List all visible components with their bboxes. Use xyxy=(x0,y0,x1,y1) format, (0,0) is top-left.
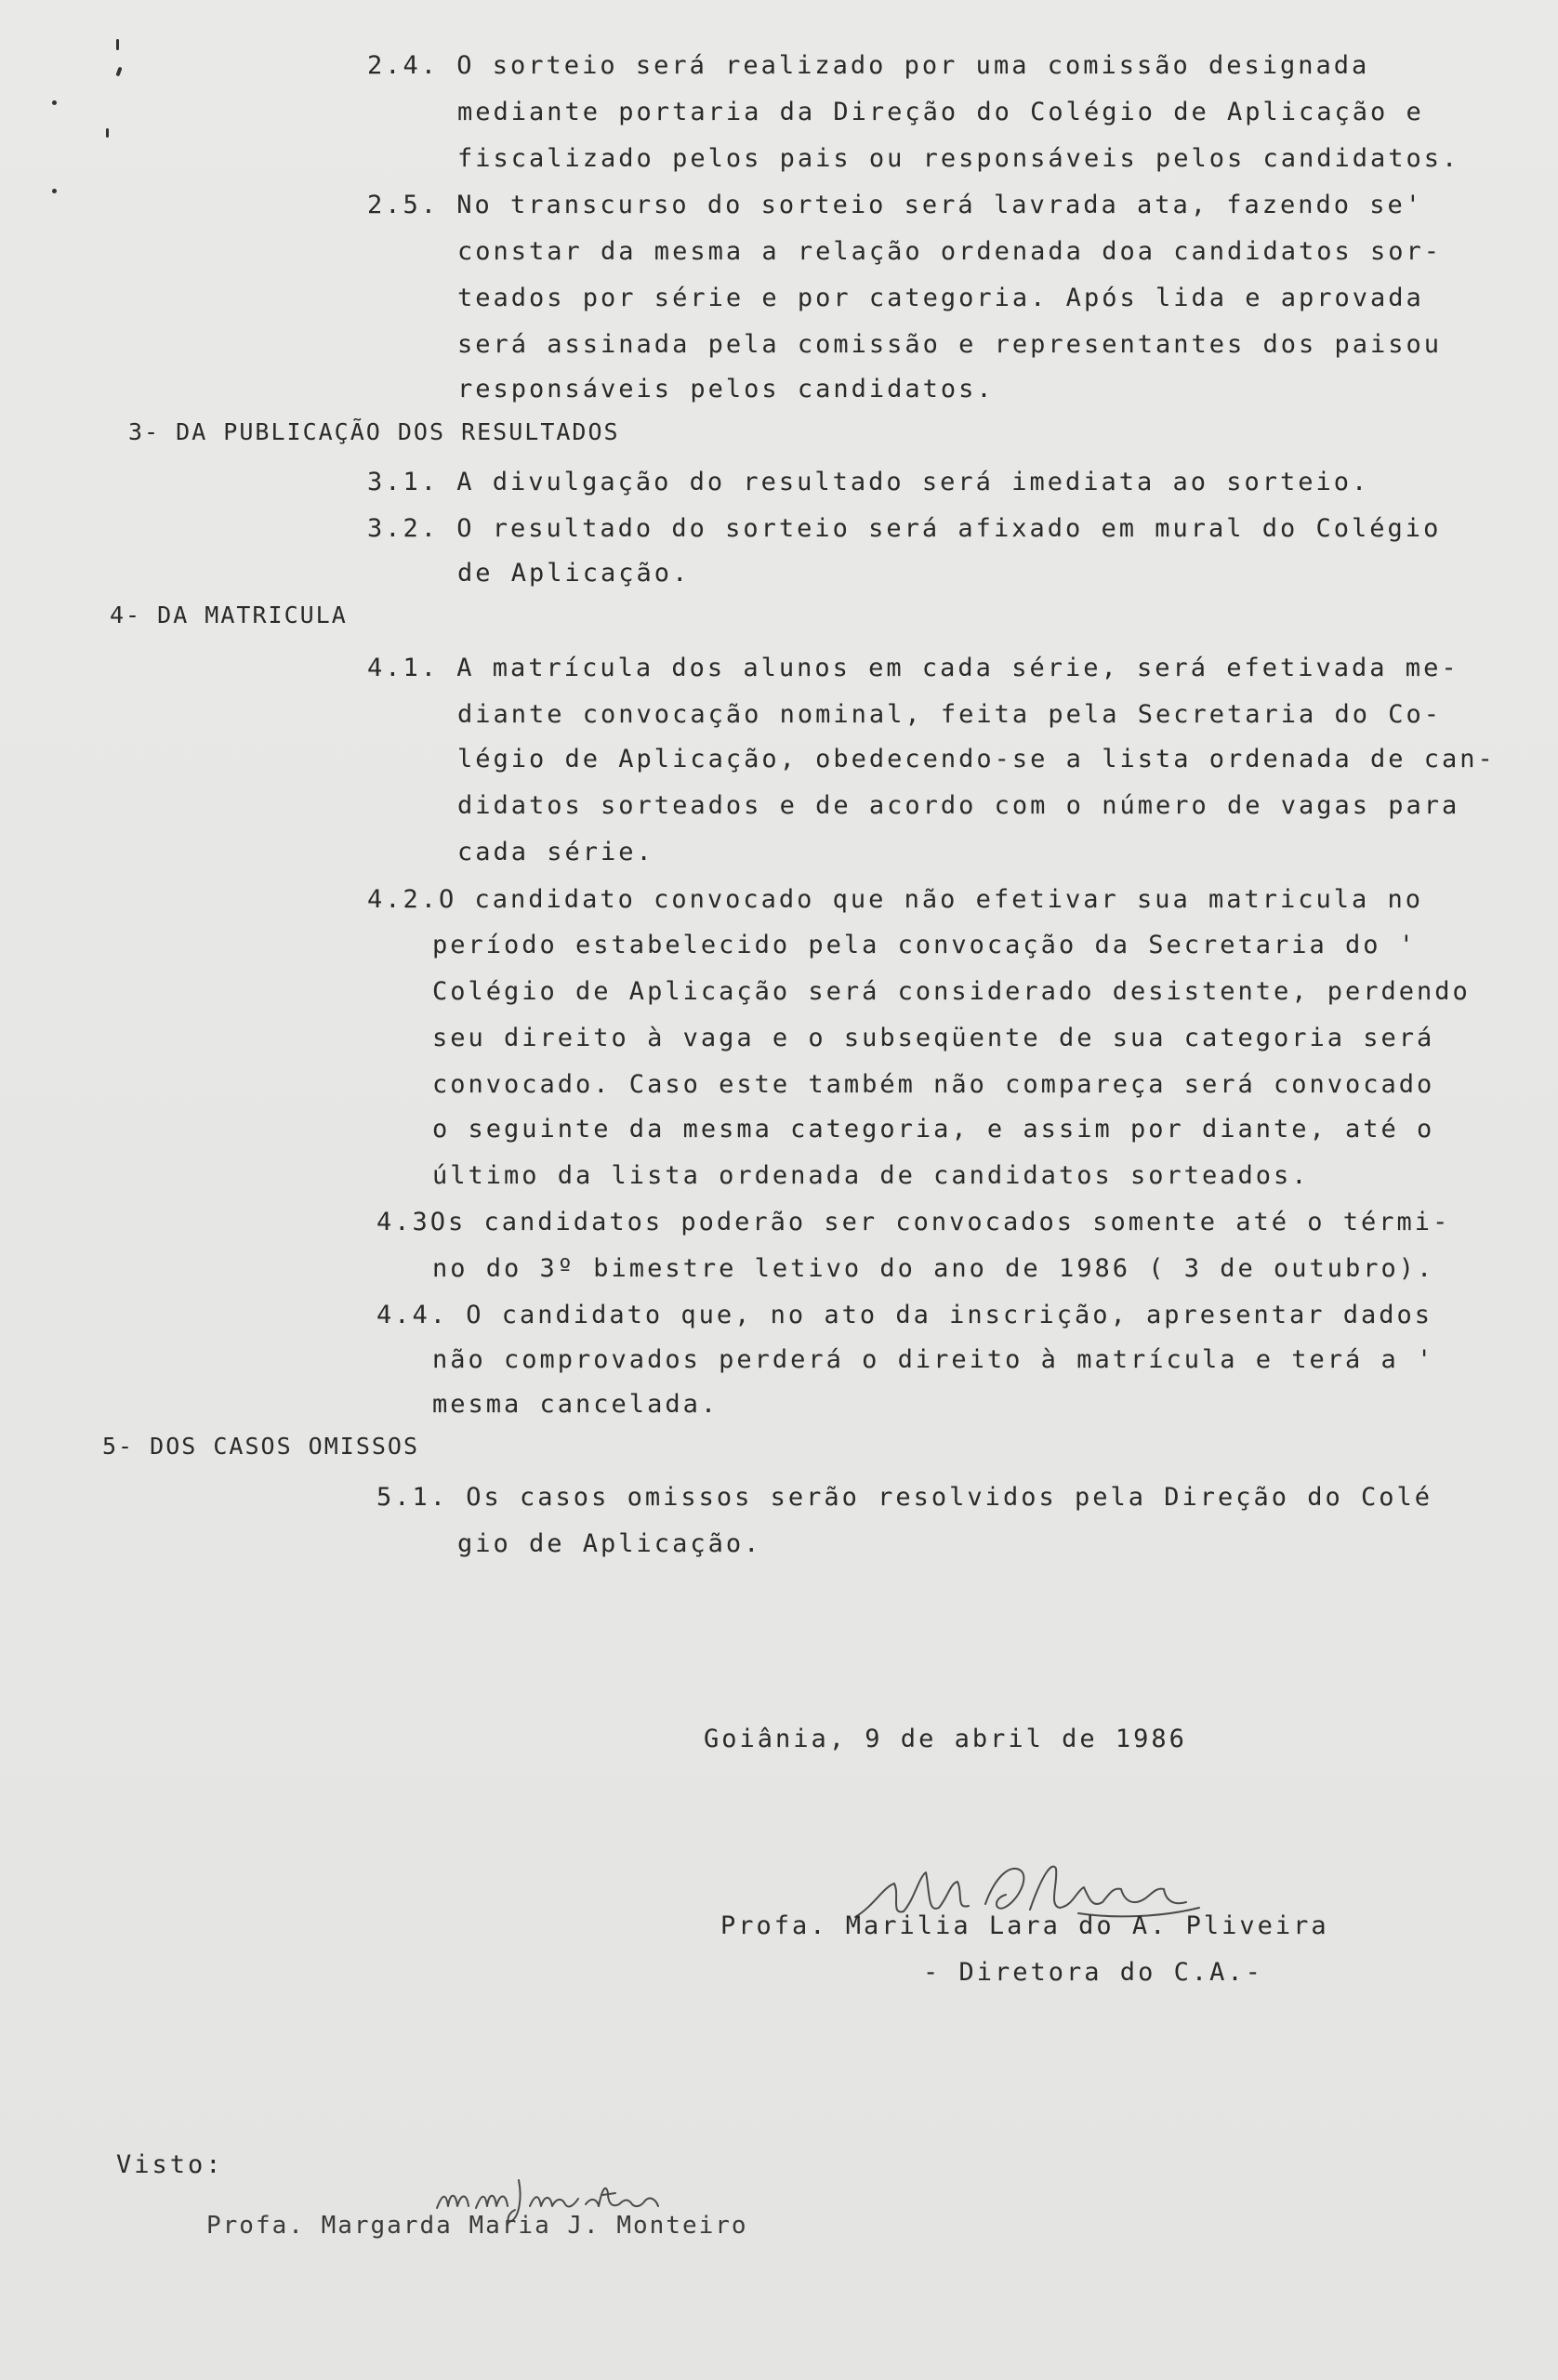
signatory-role: - Diretora do C.A.- xyxy=(923,1958,1263,1987)
margin-mark xyxy=(106,128,109,138)
item-4-1-line: légio de Aplicação, obedecendo-se a lista ordenada de can- xyxy=(457,745,1496,774)
item-5-1-line: 5.1. Os casos omissos serão resolvidos pela Direção do Colé xyxy=(376,1483,1433,1512)
item-2-4-line: mediante portaria da Direção do Colégio de Aplicação e xyxy=(457,98,1424,126)
visto-label: Visto: xyxy=(116,2150,224,2179)
item-4-1-line: 4.1. A matrícula dos alunos em cada série, será efetivada me- xyxy=(367,654,1459,682)
item-2-4-line: 2.4. O sorteio será realizado por uma comissão designada xyxy=(367,51,1370,80)
item-2-5-line: 2.5. No transcurso do sorteio será lavrada ata, fazendo se' xyxy=(367,191,1424,219)
item-3-2-line: 3.2. O resultado do sorteio será afixado em mural do Colégio xyxy=(367,514,1442,543)
item-5-1-line: gio de Aplicação. xyxy=(457,1529,762,1558)
item-4-4-line: 4.4. O candidato que, no ato da inscrição, apresentar dados xyxy=(376,1301,1433,1329)
visto-name: Profa. Margarda Maria J. Monteiro xyxy=(206,2212,748,2240)
item-3-1-line: 3.1. A divulgação do resultado será imediata ao sorteio. xyxy=(367,468,1370,496)
item-2-5-line: responsáveis pelos candidatos. xyxy=(457,375,995,403)
item-4-1-line: didatos sorteados e de acordo com o número de vagas para xyxy=(457,791,1460,820)
date-line: Goiânia, 9 de abril de 1986 xyxy=(704,1725,1187,1753)
item-4-4-line: mesma cancelada. xyxy=(432,1390,720,1419)
item-4-2-line: convocado. Caso este também não compareça será convocado xyxy=(432,1070,1435,1099)
item-4-2-line: o seguinte da mesma categoria, e assim por diante, até o xyxy=(432,1115,1435,1144)
item-4-1-line: cada série. xyxy=(457,838,654,866)
section-4-heading: 4- DA MATRICULA xyxy=(110,602,348,628)
section-5-heading: 5- DOS CASOS OMISSOS xyxy=(102,1433,420,1460)
item-4-2-line: período estabelecido pela convocação da Secretaria do ' xyxy=(432,931,1418,959)
margin-mark xyxy=(115,67,122,77)
margin-mark xyxy=(116,39,119,50)
item-4-2-line: último da lista ordenada de candidatos sorteados. xyxy=(432,1161,1310,1190)
margin-mark xyxy=(52,189,57,193)
item-4-4-line: não comprovados perderá o direito à matrícula e terá a ' xyxy=(432,1345,1435,1374)
item-4-1-line: diante convocação nominal, feita pela Secretaria do Co- xyxy=(457,700,1443,729)
item-4-2-line: Colégio de Aplicação será considerado desistente, perdendo xyxy=(432,977,1471,1006)
item-2-4-line: fiscalizado pelos pais ou responsáveis pelos candidatos. xyxy=(457,144,1460,173)
section-3-heading: 3- DA PUBLICAÇÃO DOS RESULTADOS xyxy=(128,418,620,445)
item-2-5-line: teados por série e por categoria. Após lida e aprovada xyxy=(457,284,1424,312)
item-2-5-line: será assinada pela comissão e representantes dos paisou xyxy=(457,330,1443,359)
margin-mark xyxy=(52,100,57,105)
signatory-name: Profa. Marilia Lara do A. Pliveira xyxy=(720,1911,1329,1940)
item-3-2-line: de Aplicação. xyxy=(457,559,691,588)
item-4-3-line: no do 3º bimestre letivo do ano de 1986 ( 3 de outubro). xyxy=(432,1254,1435,1283)
item-4-2-line: seu direito à vaga e o subseqüente de sua categoria será xyxy=(432,1024,1435,1052)
item-4-3-line: 4.3Os candidatos poderão ser convocados somente até o térmi- xyxy=(376,1208,1451,1236)
item-2-5-line: constar da mesma a relação ordenada doa candidatos sor- xyxy=(457,237,1443,266)
item-4-2-line: 4.2.O candidato convocado que não efetivar sua matricula no xyxy=(367,885,1424,914)
